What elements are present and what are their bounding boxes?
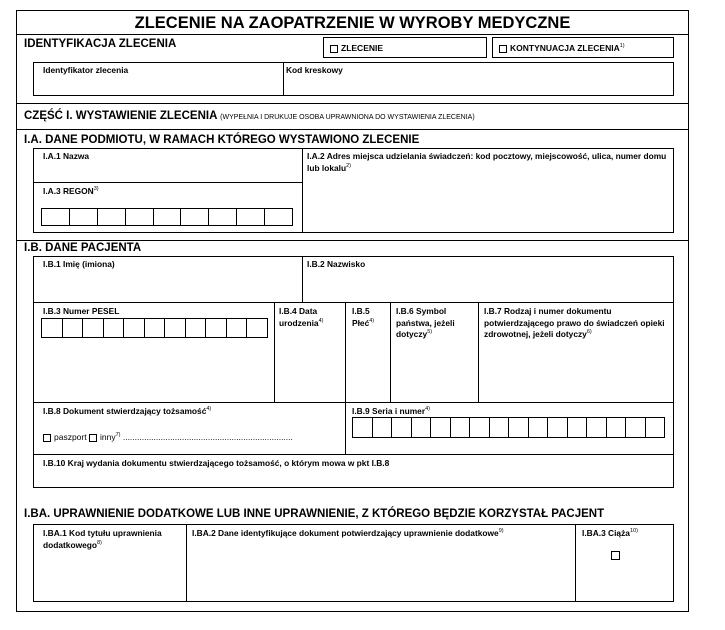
- pesel-label: I.B.3 Numer PESEL: [43, 306, 120, 316]
- divider: [16, 129, 689, 130]
- divider: [33, 182, 302, 183]
- other-checkbox[interactable]: [89, 434, 97, 442]
- divider: [16, 34, 689, 35]
- country-issue-label: I.B.10 Kraj wydania dokumentu stwierdzającego tożsamość, o którym mowa w pkt I.B.8: [43, 458, 390, 468]
- last-name-label: I.B.2 Nazwisko: [307, 259, 366, 269]
- country-label: I.B.6 Symbol państwa, jeżeli dotyczy$^{5)}$: [396, 306, 455, 339]
- kontynuacja-checkbox[interactable]: [499, 45, 507, 53]
- part1-heading: CZĘŚĆ I. WYSTAWIENIE ZLECENIA (WYPEŁNIA I DRUKUJE OSOBA UPRAWNIONA DO WYSTAWIENIA ZLECENIA): [24, 110, 475, 122]
- id-doc-label: I.B.8 Dokument stwierdzający tożsamość$^{4)}$: [43, 406, 212, 416]
- option-kontynuacja[interactable]: KONTYNUACJA ZLECENIA$^{1)}$: [499, 43, 625, 53]
- address-label: I.A.2 Adres miejsca udzielania świadczeń: kod pocztowy, miejscowość, ulica, numer domu lub lokalu$^{2)}$: [307, 151, 667, 173]
- divider: [186, 524, 187, 602]
- divider: [274, 302, 275, 402]
- pesel-cells[interactable]: [41, 318, 268, 338]
- series-cells[interactable]: [352, 417, 665, 438]
- first-name-label: I.B.1 Imię (imiona): [43, 259, 115, 269]
- series-label: I.B.9 Seria i numer$^{4)}$: [352, 406, 430, 416]
- divider: [16, 103, 689, 104]
- divider: [345, 302, 346, 402]
- other-option[interactable]: inny$^{7)}$: [89, 432, 120, 442]
- passport-option[interactable]: paszport: [43, 432, 87, 442]
- order-id-box: [33, 62, 674, 96]
- part1-note: (WYPEŁNIA I DRUKUJE OSOBA UPRAWNIONA DO WYSTAWIENIA ZLECENIA): [220, 114, 475, 121]
- regon-cells[interactable]: [41, 208, 293, 226]
- zlecenie-checkbox[interactable]: [330, 45, 338, 53]
- divider: [33, 402, 674, 403]
- divider: [345, 402, 346, 454]
- id-doc-options: [43, 432, 293, 442]
- divider: [283, 62, 284, 96]
- pregnancy-checkbox[interactable]: [611, 551, 620, 560]
- code-label: I.BA.1 Kod tytułu uprawnienia dodatkowego$^{8)}$: [43, 528, 162, 550]
- doc-right-label: I.B.7 Rodzaj i numer dokumentu potwierdzającego prawo do świadczeń opieki zdrowotnej, jeżeli dotyczy$^{6)}$: [484, 306, 665, 339]
- pregnancy-label: I.BA.3 Ciąża$^{10)}$: [582, 528, 638, 538]
- divider: [390, 302, 391, 402]
- section-ia-heading: I.A. DANE PODMIOTU, W RAMACH KTÓREGO WYSTAWIONO ZLECENIE: [24, 134, 420, 146]
- divider: [33, 302, 674, 303]
- divider: [302, 256, 303, 302]
- other-dots: ........................................................................: [122, 432, 293, 442]
- divider: [302, 148, 303, 233]
- option-zlecenie[interactable]: ZLECENIE: [330, 43, 383, 53]
- identification-heading: IDENTYFIKACJA ZLECENIA: [24, 38, 177, 50]
- passport-checkbox[interactable]: [43, 434, 51, 442]
- divider: [575, 524, 576, 602]
- divider: [478, 302, 479, 402]
- section-ib-heading: I.B. DANE PACJENTA: [24, 242, 142, 254]
- divider: [16, 240, 689, 241]
- birth-date-label: I.B.4 Data urodzenia$^{4)}$: [279, 306, 324, 328]
- sex-label: I.B.5 Płeć$^{4)}$: [352, 306, 375, 328]
- doc-label: I.BA.2 Dane identyfikujące dokument potwierdzający uprawnienie dodatkowe$^{9)}$: [192, 528, 504, 538]
- order-id-label: Identyfikator zlecenia: [43, 65, 129, 75]
- divider: [33, 454, 674, 455]
- regon-label: I.A.3 REGON$^{3)}$: [43, 186, 99, 196]
- barcode-label: Kod kreskowy: [286, 65, 343, 75]
- section-iba-heading: I.BA. UPRAWNIENIE DODATKOWE LUB INNE UPRAWNIENIE, Z KTÓREGO BĘDZIE KORZYSTAŁ PACJENT: [24, 508, 605, 520]
- name-label: I.A.1 Nazwa: [43, 151, 90, 161]
- form-title: ZLECENIE NA ZAOPATRZENIE W WYROBY MEDYCZNE: [134, 14, 571, 32]
